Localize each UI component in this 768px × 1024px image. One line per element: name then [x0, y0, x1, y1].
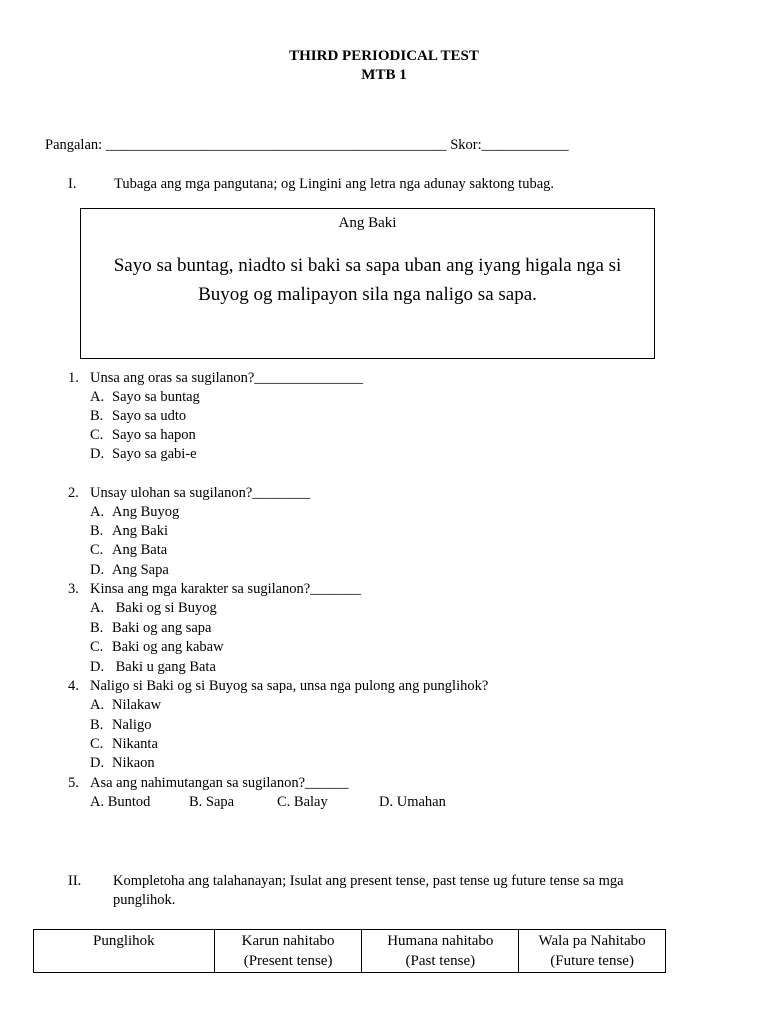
option-text: Sayo sa buntag: [112, 389, 200, 405]
part2-instruction-line-2: punglihok.: [113, 892, 176, 908]
option-1d[interactable]: [90, 446, 197, 463]
part1-instruction: Tubaga ang mga pangutana; og Lingini ang letra nga adunay saktong tubag.: [114, 176, 554, 192]
question-number: 1.: [68, 370, 79, 386]
option-text: Baki og ang kabaw: [112, 639, 224, 655]
option-text: Nikanta: [112, 736, 158, 752]
story-text: [81, 251, 654, 309]
question-5: [68, 775, 349, 792]
header-line: (Present tense): [243, 953, 333, 969]
question-text: Unsa ang oras sa sugilanon?_______________: [90, 370, 364, 386]
option-1b[interactable]: [90, 408, 186, 425]
option-5a[interactable]: [90, 794, 150, 811]
question-text: Naligo si Baki og si Buyog sa sapa, unsa nga pulong ang punglihok?: [90, 678, 489, 694]
header-line: Wala pa Nahitabo: [538, 933, 646, 949]
option-4a[interactable]: [90, 697, 161, 714]
option-5d[interactable]: [379, 794, 446, 811]
score-label: Skor:: [450, 137, 482, 153]
option-letter: A.: [90, 600, 105, 616]
option-2c[interactable]: [90, 542, 167, 559]
option-2b[interactable]: [90, 523, 168, 540]
option-text: Ang Buyog: [112, 504, 180, 520]
story-line-2: Buyog og malipayon sila nga naligo sa sapa.: [198, 284, 537, 305]
test-title: THIRD PERIODICAL TEST: [289, 48, 479, 64]
question-text: Kinsa ang mga karakter sa sugilanon?_______: [90, 581, 361, 597]
option-text: Ang Baki: [112, 523, 168, 539]
name-line: [45, 137, 569, 154]
test-subtitle: MTB 1: [361, 67, 407, 83]
option-letter: D.: [90, 659, 105, 675]
header-line: Punglihok: [93, 933, 155, 949]
story-box: [80, 208, 655, 359]
option-text: Balay: [293, 794, 328, 810]
option-text: Buntod: [107, 794, 151, 810]
header-line: Karun nahitabo: [241, 933, 335, 949]
header-present-tense: [214, 930, 362, 973]
header-future-tense: [519, 930, 666, 973]
question-2: [68, 485, 310, 502]
question-3: [68, 581, 361, 598]
header-line: (Future tense): [550, 953, 634, 969]
option-text: Baki u gang Bata: [112, 659, 216, 675]
option-text: Sayo sa hapon: [112, 427, 196, 443]
option-letter: A.: [90, 389, 105, 405]
tense-table: [33, 929, 666, 973]
option-text: Baki og si Buyog: [112, 600, 217, 616]
option-text: Sapa: [205, 794, 235, 810]
option-4d[interactable]: [90, 755, 155, 772]
part2-numeral: II.: [68, 873, 82, 889]
option-letter: B.: [189, 794, 203, 810]
question-text: Asa ang nahimutangan sa sugilanon?______: [90, 775, 349, 791]
score-blank: ____________: [481, 137, 569, 153]
option-5b[interactable]: [189, 794, 234, 811]
option-letter: B.: [90, 717, 104, 733]
option-letter: D.: [90, 446, 105, 462]
option-letter: C.: [277, 794, 291, 810]
name-label: Pangalan:: [45, 137, 103, 153]
question-number: 2.: [68, 485, 79, 501]
question-4: [68, 678, 488, 695]
option-letter: C.: [90, 427, 104, 443]
header-line: (Past tense): [405, 953, 476, 969]
option-text: Nilakaw: [112, 697, 162, 713]
option-letter: B.: [90, 408, 104, 424]
option-letter: A.: [90, 794, 105, 810]
header-line: Humana nahitabo: [387, 933, 494, 949]
option-letter: C.: [90, 639, 104, 655]
question-number: 4.: [68, 678, 79, 694]
option-text: Nikaon: [112, 755, 155, 771]
option-letter: D.: [90, 562, 105, 578]
option-letter: D.: [90, 755, 105, 771]
header-punglihok: [34, 930, 215, 973]
option-2a[interactable]: [90, 504, 179, 521]
option-4b[interactable]: [90, 717, 151, 734]
option-text: Naligo: [112, 717, 152, 733]
option-letter: B.: [90, 523, 104, 539]
option-letter: D.: [379, 794, 394, 810]
option-2d[interactable]: [90, 562, 169, 579]
option-3b[interactable]: [90, 620, 211, 637]
option-5c[interactable]: [277, 794, 328, 811]
option-1c[interactable]: [90, 427, 196, 444]
option-4c[interactable]: [90, 736, 158, 753]
part2-instruction-line-1: Kompletoha ang talahanayan; Isulat ang present tense, past tense ug future tense sa mga: [113, 873, 624, 889]
option-letter: B.: [90, 620, 104, 636]
option-text: Ang Bata: [112, 542, 168, 558]
story-line-1: Sayo sa buntag, niadto si baki sa sapa uban ang iyang higala nga si: [113, 255, 622, 276]
table-header-row: [34, 930, 666, 973]
option-3d[interactable]: [90, 659, 216, 676]
question-number: 3.: [68, 581, 79, 597]
option-letter: C.: [90, 542, 104, 558]
option-1a[interactable]: [90, 389, 200, 406]
option-text: Baki og ang sapa: [112, 620, 212, 636]
option-3c[interactable]: [90, 639, 224, 656]
option-text: Sayo sa udto: [112, 408, 187, 424]
option-text: Ang Sapa: [112, 562, 169, 578]
story-title: Ang Baki: [338, 215, 397, 231]
option-text: Sayo sa gabi-e: [112, 446, 197, 462]
option-3a[interactable]: [90, 600, 217, 617]
option-text: Umahan: [396, 794, 446, 810]
question-number: 5.: [68, 775, 79, 791]
option-letter: A.: [90, 697, 105, 713]
part1-numeral: I.: [68, 176, 77, 192]
question-1: [68, 370, 363, 387]
option-letter: C.: [90, 736, 104, 752]
question-text: Unsay ulohan sa sugilanon?________: [90, 485, 311, 501]
header-past-tense: [362, 930, 519, 973]
option-letter: A.: [90, 504, 105, 520]
name-blank: _______________________________________________: [105, 137, 447, 153]
